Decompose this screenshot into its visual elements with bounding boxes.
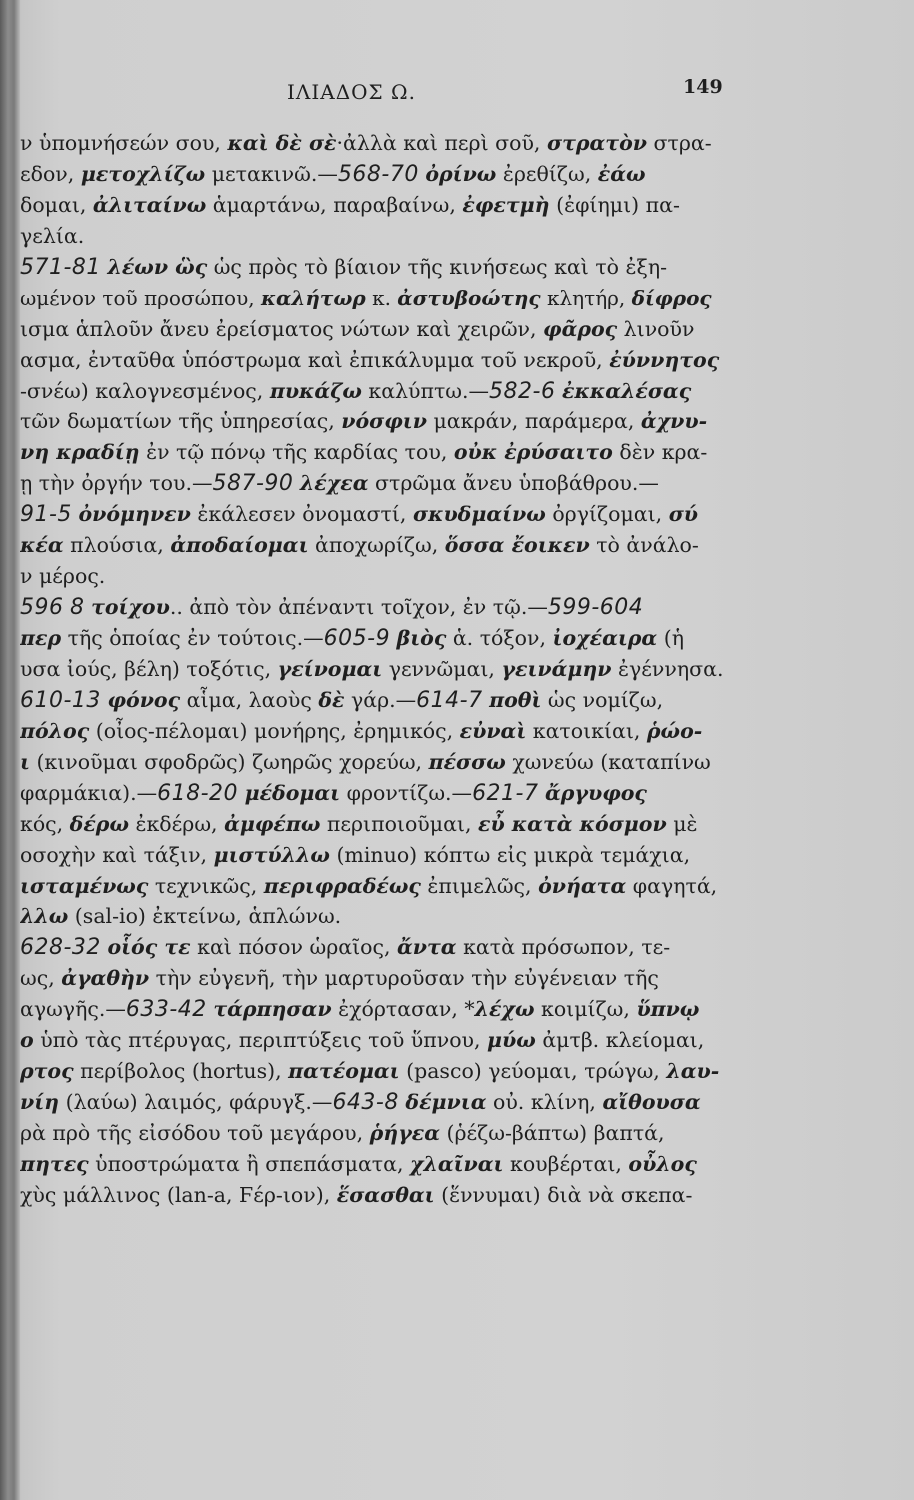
verse-reference: 568-70	[337, 161, 419, 187]
lemma-word: δὲ	[318, 687, 345, 712]
gloss-text: περίβολος (hortus),	[73, 1059, 289, 1084]
lemma-word: ὅσσα ἔοικεν	[444, 533, 590, 558]
gloss-text: γελία.	[20, 223, 85, 248]
lemma-word: ἄργυφος	[545, 780, 647, 805]
lemma-word: αἴθουσα	[602, 1090, 701, 1115]
gloss-text: ἀποχωρίζω,	[308, 533, 445, 558]
gloss-text: ·ἀλλὰ καὶ περὶ σοῦ,	[336, 131, 547, 155]
text-line	[20, 1056, 726, 1087]
text-line	[20, 1180, 726, 1211]
gloss-text: στρα-	[646, 131, 712, 155]
text-line	[20, 1087, 726, 1118]
verse-reference: 621-7	[472, 780, 539, 806]
gloss-text: γάρ.—	[344, 687, 417, 712]
lemma-word: εὐναὶ	[459, 718, 527, 743]
lemma-word: ἐκκαλέσας	[562, 378, 692, 403]
verse-reference: 571-81	[20, 254, 101, 280]
lemma-word: ὕπνῳ	[636, 997, 700, 1022]
lemma-word: ισταμένως	[20, 873, 149, 898]
lemma-word: δέμνια	[405, 1090, 487, 1115]
lemma-word: ο	[20, 1028, 34, 1053]
gloss-text: ἀμτβ. κλείομαι,	[535, 1028, 705, 1053]
lemma-word: μιστύλλω	[213, 842, 330, 867]
verse-reference: 643-8	[332, 1090, 399, 1116]
lemma-word: χλαῖναι	[410, 1151, 504, 1176]
gloss-text: αγωγῆς.—	[20, 997, 126, 1022]
text-line	[20, 437, 726, 468]
lemma-word: πέσσω	[428, 749, 506, 774]
lemma-word: οὐκ ἐρύσαιτο	[453, 440, 613, 465]
text-line	[20, 190, 726, 221]
lemma-word: πόλος	[20, 718, 90, 743]
lemma-word: οὖλος	[628, 1151, 697, 1176]
gloss-text: στρῶμα ἄνευ ὑποβάθρου.—	[368, 471, 659, 496]
page-number: 149	[683, 76, 723, 98]
text-line	[20, 871, 726, 902]
gloss-text: ῃ τὴν ὀργήν του.—	[20, 471, 213, 496]
gloss-text: ισμα ἁπλοῦν ἄνευ ἐρείσματος νώτων καὶ χειρῶν,	[20, 316, 544, 341]
lemma-word: ἐύννητος	[609, 347, 720, 372]
lemma-word: ῥήγεα	[369, 1121, 440, 1145]
gloss-text: (ῥέζω-βάπτω) βαπτά,	[439, 1121, 665, 1145]
verse-reference: 610-13	[20, 687, 101, 713]
lemma-word: λαυ-	[666, 1059, 720, 1084]
verse-reference: 599-604	[547, 595, 644, 621]
lemma-word: λέων ὣς	[107, 254, 208, 279]
lemma-word: καλήτωρ	[260, 285, 366, 310]
lemma-word: ἀμφέπω	[224, 811, 321, 836]
lemma-word: τοίχου	[91, 595, 170, 620]
lemma-word: φόνος	[107, 687, 181, 712]
gloss-text: (ἡ	[657, 626, 684, 650]
gloss-text: καλύπτω.—	[361, 378, 490, 403]
text-line	[20, 376, 726, 407]
lemma-word: δέρω	[69, 811, 129, 836]
gloss-text: χὺς μάλλινος (lan-a, Ϝέρ-ιον),	[20, 1182, 337, 1207]
gloss-text: ἐρεθίζω,	[496, 161, 598, 186]
gloss-text: (pasco) γεύομαι, τρώγω,	[399, 1059, 667, 1084]
gloss-text: ἐπιμελῶς,	[420, 873, 539, 898]
lemma-word: καὶ δὲ σὲ	[227, 131, 337, 155]
verse-reference: 596	[20, 595, 64, 621]
gloss-text: ρὰ πρὸ τῆς εἰσόδου τοῦ μεγάρου,	[20, 1121, 370, 1145]
gloss-text: τῶν δωματίων τῆς ὑπηρεσίας,	[20, 409, 342, 434]
gloss-text: κουβέρται,	[503, 1151, 629, 1176]
gloss-text: ν μέρος.	[20, 564, 106, 589]
lemma-word: οἷός τε	[107, 935, 191, 960]
gloss-text: περιποιοῦμαι,	[320, 811, 478, 836]
text-line	[20, 963, 726, 994]
lemma-word: ὀνήατα	[538, 873, 627, 898]
gloss-text: ἐκδέρω,	[128, 811, 225, 836]
gloss-text: μὲ	[666, 811, 698, 836]
gloss-text: ασμα, ἐνταῦθα ὑπόστρωμα καὶ ἐπικάλυμμα τοῦ νεκροῦ,	[20, 347, 610, 372]
gloss-text: κ.	[365, 285, 398, 310]
text-line	[20, 1025, 726, 1056]
text-line	[20, 345, 726, 376]
gloss-text: δομαι,	[20, 192, 93, 217]
text-line	[20, 623, 726, 654]
gloss-text: (ἕννυμαι) διὰ νὰ σκεπα-	[434, 1182, 693, 1207]
text-line	[20, 314, 726, 345]
text-line	[20, 747, 726, 778]
verse-reference: 605-9	[323, 626, 391, 651]
lemma-word: σκυδμαίνω	[412, 502, 546, 527]
text-line	[20, 778, 726, 809]
gloss-text: ως,	[20, 966, 62, 991]
text-line	[20, 901, 726, 932]
gloss-text: τὸ ἀνάλο-	[589, 533, 699, 558]
text-line	[20, 932, 726, 963]
lemma-word: ἀλιταίνω	[92, 192, 207, 217]
lemma-word: ὀρίνω	[425, 161, 497, 186]
gloss-text: ὡς πρὸς τὸ βίαιον τῆς κινήσεως καὶ τὸ ἐξη-	[207, 254, 668, 279]
gloss-text: μετακινῶ.—	[205, 161, 338, 186]
text-line	[20, 128, 726, 159]
verse-reference: 614-7	[416, 687, 483, 713]
lemma-word: μέδομαι	[244, 780, 341, 805]
lemma-word: ἐφετμὴ	[462, 192, 550, 217]
lemma-word: στρατὸν	[546, 131, 647, 155]
gloss-text: φαγητά,	[626, 873, 718, 898]
gloss-text: (λαύω) λαιμός, φάρυγξ.—	[59, 1090, 333, 1115]
text-line	[20, 994, 726, 1025]
lemma-word: βιὸς	[396, 626, 447, 650]
gloss-text: ἐκάλεσεν ὀνομαστί,	[190, 502, 413, 527]
text-line	[20, 530, 726, 561]
lemma-word: νόσφιν	[341, 409, 427, 434]
text-line	[20, 840, 726, 871]
gloss-text: εδον,	[20, 161, 81, 186]
gloss-text: .. ἀπὸ τὸν ἀπέναντι τοῖχον, ἐν τῷ.—	[169, 595, 548, 620]
text-line	[20, 252, 726, 283]
gloss-text: οσοχὴν καὶ τάξιν,	[20, 842, 214, 867]
lemma-word: ποθὶ	[489, 687, 542, 712]
verse-reference: 633-42	[125, 997, 207, 1023]
lemma-word: τάρπησαν	[213, 997, 332, 1022]
gloss-text: κός,	[20, 811, 70, 836]
gloss-text: κλητήρ,	[540, 285, 632, 310]
lemma-word: μετοχλίζω	[80, 161, 206, 186]
lemma-word: περ	[20, 626, 62, 650]
gloss-text: ὑποστρώματα ἢ σπεπάσματα,	[88, 1151, 410, 1176]
gloss-text: ἐγέννησα.	[611, 656, 724, 681]
lemma-word: κέα	[20, 533, 64, 558]
gloss-text: τῆς ὁποίας ἐν τούτοις.—	[61, 626, 324, 650]
verse-reference: 582-6	[489, 378, 556, 404]
verse-reference: 587-90	[212, 471, 294, 497]
text-line	[20, 468, 726, 499]
lemma-word: λέχεα	[299, 471, 369, 496]
text-line	[20, 406, 726, 437]
lemma-word: ἄντα	[397, 935, 457, 960]
gloss-text: (minuo) κόπτω εἰς μικρὰ τεμάχια,	[329, 842, 691, 867]
lemma-word: περιφραδέως	[263, 873, 421, 898]
gloss-text: ὡς νομίζω,	[541, 687, 664, 712]
lemma-word: δίφρος	[631, 285, 712, 310]
verse-reference: 8	[70, 595, 85, 621]
gloss-text: τεχνικῶς,	[148, 873, 264, 898]
text-line	[20, 809, 726, 840]
lemma-word: σύ	[668, 502, 699, 527]
gloss-text: ν ὑπομνήσεών σου,	[20, 131, 228, 155]
verse-reference: 628-32	[20, 935, 101, 961]
lemma-word: ἀστυβοώτης	[397, 285, 541, 310]
verse-reference: 618-20	[157, 780, 239, 806]
lemma-word: ῥώο-	[646, 718, 703, 743]
gloss-text: κατοικίαι,	[526, 718, 647, 743]
book-spine-shadow	[0, 0, 20, 1500]
gloss-text: δὲν κρα-	[612, 440, 708, 465]
lemma-word: ἀγαθὴν	[61, 966, 150, 991]
text-line	[20, 561, 726, 592]
lemma-word: πητες	[20, 1151, 89, 1176]
lemma-word: ἀχνυ-	[640, 409, 708, 434]
lemma-word: εὖ κατὰ κόσμον	[477, 811, 667, 836]
gloss-text: χωνεύω (καταπίνω	[505, 749, 711, 774]
lemma-word: νη κραδίῃ	[20, 440, 140, 465]
gloss-text: καὶ πόσον ὡραῖος,	[190, 935, 397, 960]
commentary-text	[20, 128, 726, 1211]
text-line	[20, 159, 726, 190]
gloss-text: ἁμαρτάνω, παραβαίνω,	[206, 192, 463, 217]
gloss-text: ὑπὸ τὰς πτέρυγας, περιπτύξεις τοῦ ὕπνου,	[33, 1028, 488, 1053]
lemma-word: φᾶρος	[543, 316, 618, 341]
gloss-text: κοιμίζω,	[534, 997, 637, 1022]
gloss-text: οὐ. κλίνη,	[486, 1090, 603, 1115]
gloss-text: μακράν, παράμερα,	[426, 409, 641, 434]
gloss-text: αἷμα, λαοὺς	[180, 687, 319, 712]
gloss-text: φαρμάκια).—	[20, 780, 158, 805]
gloss-text: ωμένον τοῦ προσώπου,	[20, 285, 261, 310]
gloss-text: (κινοῦμαι σφοδρῶς) ζωηρῶς χορεύω,	[29, 749, 429, 774]
gloss-text: φροντίζω.—	[340, 780, 473, 805]
running-title: ΙΛΙΑΔΟΣ Ω.	[287, 80, 416, 104]
lemma-word: μύω	[487, 1028, 536, 1053]
page-header	[0, 76, 914, 114]
lemma-word: ι	[20, 749, 30, 774]
gloss-text: (οἶος-πέλομαι) μονήρης, ἐρημικός,	[89, 718, 460, 743]
text-line	[20, 685, 726, 716]
lemma-word: λέχω	[474, 997, 535, 1022]
gloss-text: υσα ἰούς, βέλη) τοξότις,	[20, 656, 278, 681]
gloss-text: (ἐφίημι) πα-	[549, 192, 680, 217]
lemma-word: λλω	[20, 904, 69, 929]
text-line	[20, 1118, 726, 1149]
gloss-text: ὀργίζομαι,	[545, 502, 669, 527]
gloss-text: πλούσια,	[63, 533, 171, 558]
verse-reference: 91-5	[20, 502, 72, 528]
lemma-word: ρτος	[20, 1059, 74, 1084]
lemma-word: ἕσασθαι	[336, 1182, 435, 1207]
gloss-text: ἐν τῷ πόνῳ τῆς καρδίας του,	[139, 440, 454, 465]
text-line	[20, 499, 726, 530]
lemma-word: ὀνόμηνεν	[78, 502, 191, 527]
gloss-text: λινοῦν	[617, 316, 695, 341]
lemma-word: γείνομαι	[277, 656, 383, 681]
text-line	[20, 221, 726, 252]
text-line	[20, 1149, 726, 1180]
text-line	[20, 283, 726, 314]
gloss-text: κατὰ πρόσωπον, τε-	[456, 935, 671, 960]
lemma-word: πατέομαι	[288, 1059, 400, 1084]
lemma-word: ἰοχέαιρα	[552, 626, 658, 650]
gloss-text: τὴν εὐγενῆ, τὴν μαρτυροῦσαν τὴν εὐγένειαν τῆς	[149, 966, 659, 991]
lemma-word: πυκάζω	[269, 378, 362, 403]
text-line	[20, 654, 726, 685]
gloss-text: ἁ. τόξον,	[446, 626, 553, 650]
lemma-word: ἐάω	[597, 161, 646, 186]
gloss-text: ἐχόρτασαν, *	[331, 997, 475, 1022]
lemma-word: νίη	[20, 1090, 60, 1115]
lemma-word: ἀποδαίομαι	[170, 533, 309, 558]
lemma-word: γεινάμην	[501, 656, 612, 681]
gloss-text: -σνέω) καλογνεσμένος,	[20, 378, 270, 403]
gloss-text: (sal-io) ἐκτείνω, ἁπλώνω.	[68, 904, 342, 929]
text-line	[20, 592, 726, 623]
gloss-text: γεννῶμαι,	[382, 656, 502, 681]
text-line	[20, 716, 726, 747]
